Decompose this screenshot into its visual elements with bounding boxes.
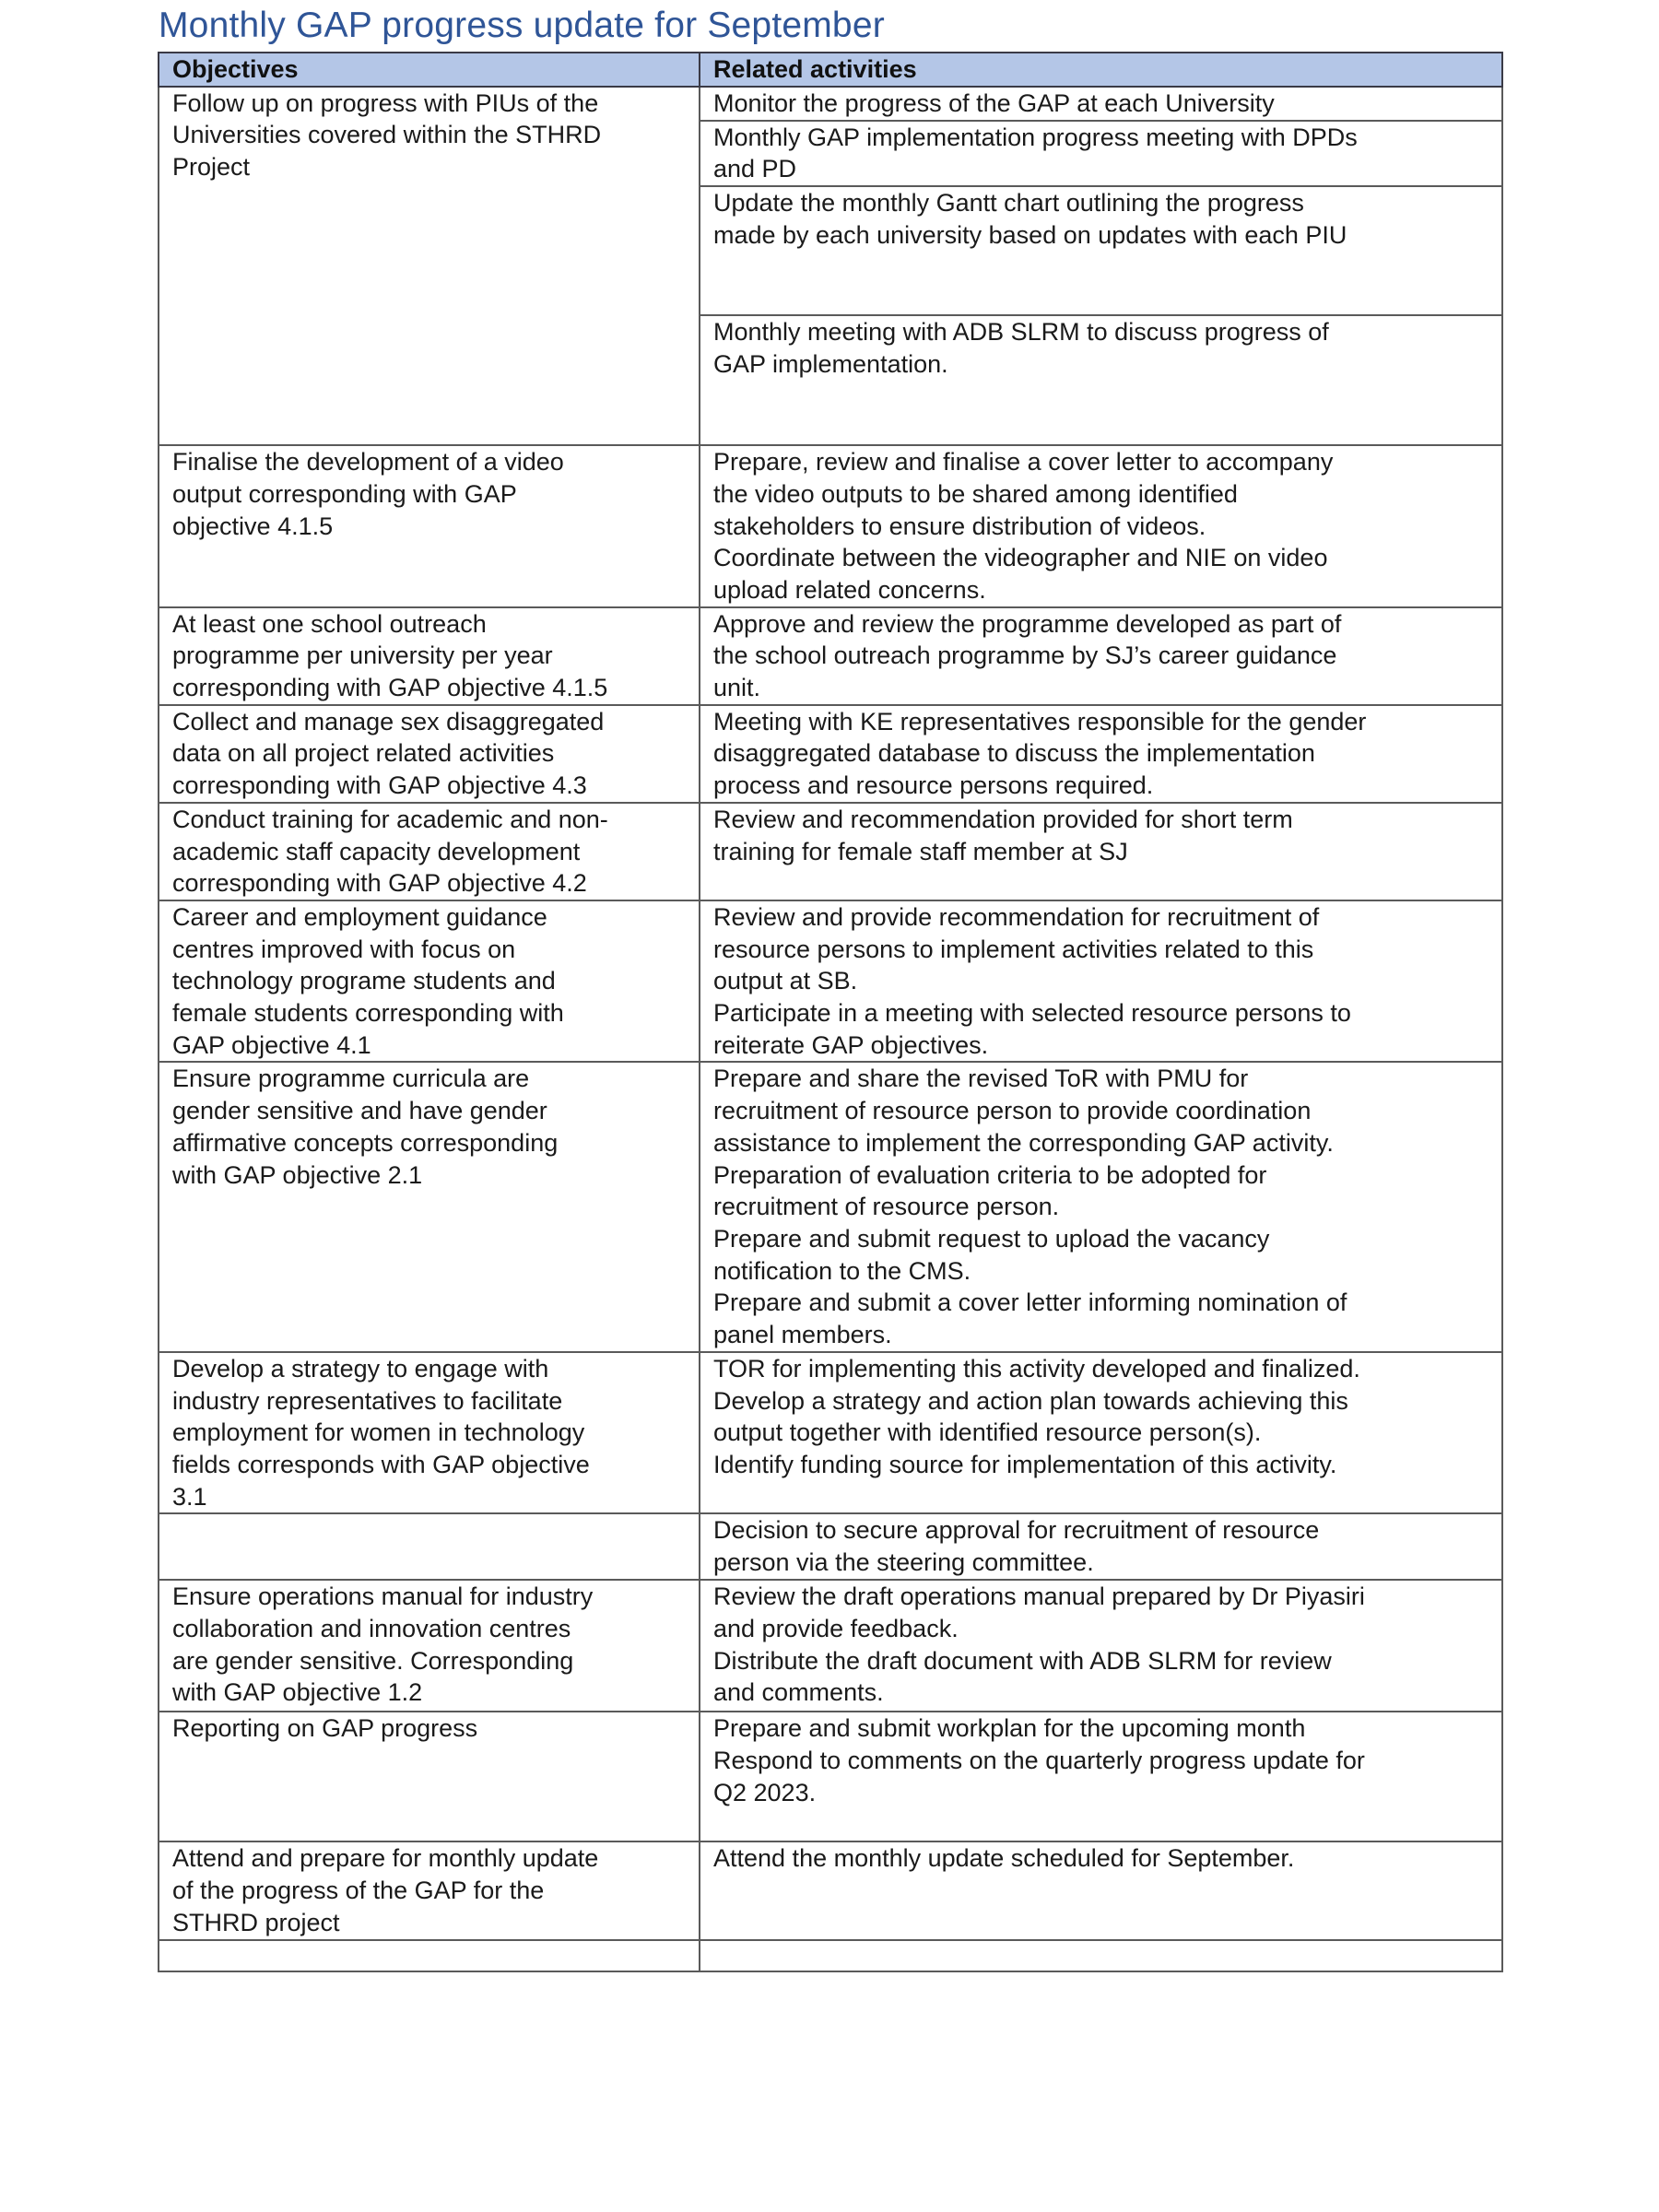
- column-header-objectives: Objectives: [159, 53, 700, 87]
- objective-line: GAP objective 4.1: [172, 1030, 371, 1059]
- table-row: [159, 705, 1502, 803]
- objective-line: gender sensitive and have gender: [172, 1097, 547, 1125]
- activity-line: made by each university based on updates with each PIU: [713, 220, 1347, 249]
- objective-line: Ensure programme curricula are: [172, 1065, 530, 1093]
- activity-line: Develop a strategy and action plan towards achieving this: [713, 1386, 1348, 1415]
- objective-cell: [159, 607, 700, 705]
- activity-line: Respond to comments on the quarterly progress update for: [713, 1747, 1365, 1775]
- activity-line: GAP implementation.: [713, 349, 948, 378]
- objective-cell: [159, 87, 700, 445]
- objective-line: affirmative concepts corresponding: [172, 1128, 559, 1157]
- objective-cell: [159, 445, 700, 607]
- activity-line: disaggregated database to discuss the implementation: [713, 739, 1315, 768]
- objective-line: employment for women in technology: [172, 1418, 585, 1447]
- objective-line: STHRD project: [172, 1908, 340, 1936]
- activity-line: recruitment of resource person.: [713, 1193, 1060, 1221]
- activity-line: training for female staff member at SJ: [713, 837, 1128, 865]
- activity-cell: [700, 1841, 1502, 1940]
- page-title: Monthly GAP progress update for September: [159, 6, 885, 45]
- activity-line: Prepare and share the revised ToR with PMU for: [713, 1065, 1249, 1093]
- activity-line: output at SB.: [713, 967, 858, 995]
- activity-line: Update the monthly Gantt chart outlining the progress: [713, 189, 1304, 218]
- objective-line: data on all project related activities: [172, 739, 555, 768]
- objective-cell: [159, 1352, 700, 1514]
- objective-cell: [159, 1841, 700, 1940]
- objective-line: Career and employment guidance: [172, 902, 547, 931]
- objective-line: Ensure operations manual for industry: [172, 1583, 594, 1611]
- objective-cell-empty: [159, 1513, 700, 1580]
- activity-line: the video outputs to be shared among identified: [713, 479, 1238, 508]
- activity-cell-empty: [700, 1940, 1502, 1971]
- activity-line: Monitor the progress of the GAP at each University: [713, 88, 1275, 117]
- objective-line: fields corresponds with GAP objective: [172, 1450, 590, 1478]
- objective-line: technology programe students and: [172, 967, 556, 995]
- activity-cell: [700, 1062, 1502, 1351]
- objective-cell: [159, 1712, 700, 1841]
- activity-line: Monthly meeting with ADB SLRM to discuss progress of: [713, 318, 1329, 347]
- activity-line: and comments.: [713, 1678, 884, 1707]
- objective-line: female students corresponding with: [172, 999, 564, 1028]
- objective-line: Finalise the development of a video: [172, 448, 564, 477]
- objective-line: Reporting on GAP progress: [172, 1714, 478, 1743]
- activity-line: Coordinate between the videographer and NIE on video: [713, 544, 1328, 572]
- objective-line: Follow up on progress with PIUs of the: [172, 88, 599, 117]
- activity-cell: [700, 607, 1502, 705]
- objective-line: with GAP objective 1.2: [172, 1678, 423, 1707]
- activity-line: Review the draft operations manual prepared by Dr Piyasiri: [713, 1583, 1365, 1611]
- objective-line: with GAP objective 2.1: [172, 1160, 423, 1189]
- activity-line: Meeting with KE representatives responsible for the gender: [713, 707, 1367, 735]
- activity-cell: [700, 1580, 1502, 1712]
- activity-cell: [700, 121, 1502, 186]
- objective-line: of the progress of the GAP for the: [172, 1877, 545, 1905]
- objective-line: centres improved with focus on: [172, 935, 516, 963]
- activity-line: Preparation of evaluation criteria to be adopted for: [713, 1160, 1267, 1189]
- objective-line: corresponding with GAP objective 4.2: [172, 869, 587, 898]
- activity-line: notification to the CMS.: [713, 1256, 971, 1285]
- table-row: [159, 803, 1502, 900]
- activity-cell: [700, 900, 1502, 1063]
- activity-line: Distribute the draft document with ADB SLRM for review: [713, 1646, 1332, 1675]
- activity-cell: [700, 705, 1502, 803]
- objective-line: collaboration and innovation centres: [172, 1615, 571, 1643]
- activity-cell: [700, 87, 1502, 121]
- table-row: [159, 87, 1502, 121]
- objective-line: programme per university per year: [172, 641, 553, 670]
- activity-line: Attend the monthly update scheduled for September.: [713, 1844, 1295, 1873]
- table-row: [159, 1062, 1502, 1351]
- activity-line: panel members.: [713, 1321, 892, 1349]
- objective-line: Collect and manage sex disaggregated: [172, 707, 605, 735]
- objective-line: 3.1: [172, 1482, 207, 1511]
- activity-line: TOR for implementing this activity developed and finalized.: [713, 1354, 1360, 1382]
- table-row: [159, 900, 1502, 1063]
- activity-line: unit.: [713, 674, 761, 702]
- objective-line: Attend and prepare for monthly update: [172, 1844, 599, 1873]
- activity-line: Prepare, review and finalise a cover letter to accompany: [713, 448, 1334, 477]
- activity-line: Review and recommendation provided for short term: [713, 805, 1293, 833]
- objective-line: objective 4.1.5: [172, 512, 334, 540]
- activity-line: assistance to implement the corresponding GAP activity.: [713, 1128, 1334, 1157]
- activity-line: process and resource persons required.: [713, 771, 1154, 800]
- table-row: [159, 1580, 1502, 1712]
- activity-line: Q2 2023.: [713, 1778, 817, 1806]
- activity-cell: [700, 186, 1502, 315]
- activity-line: Prepare and submit request to upload the vacancy: [713, 1224, 1270, 1253]
- table-row: [159, 1712, 1502, 1841]
- column-header-activities: Related activities: [700, 53, 1502, 87]
- activity-line: the school outreach programme by SJ’s career guidance: [713, 641, 1337, 670]
- objective-line: Develop a strategy to engage with: [172, 1354, 549, 1382]
- activity-cell: [700, 1712, 1502, 1841]
- objective-line: are gender sensitive. Corresponding: [172, 1646, 574, 1675]
- table-row: [159, 607, 1502, 705]
- activity-cell: [700, 315, 1502, 445]
- activity-line: Participate in a meeting with selected resource persons to: [713, 999, 1351, 1028]
- objective-cell: [159, 705, 700, 803]
- objective-line: Universities covered within the STHRD: [172, 121, 602, 149]
- objective-cell: [159, 1062, 700, 1351]
- table-row-empty: [159, 1940, 1502, 1971]
- activity-line: Decision to secure approval for recruitment of resource: [713, 1516, 1320, 1545]
- objective-cell: [159, 1580, 700, 1712]
- activity-cell: [700, 445, 1502, 607]
- objective-line: Conduct training for academic and non-: [172, 805, 608, 833]
- gap-progress-table: [158, 52, 1503, 1972]
- objective-line: Project: [172, 153, 251, 182]
- activity-cell: [700, 1513, 1502, 1580]
- activity-line: and PD: [713, 155, 797, 183]
- table-row: [159, 1513, 1502, 1580]
- activity-line: Prepare and submit workplan for the upcoming month: [713, 1714, 1306, 1743]
- activity-line: and provide feedback.: [713, 1615, 959, 1643]
- activity-line: output together with identified resource person(s).: [713, 1418, 1262, 1447]
- objective-cell: [159, 803, 700, 900]
- table-row: [159, 1841, 1502, 1940]
- objective-line: At least one school outreach: [172, 609, 487, 638]
- objective-line: industry representatives to facilitate: [172, 1386, 563, 1415]
- table-row: [159, 445, 1502, 607]
- activity-line: reiterate GAP objectives.: [713, 1030, 989, 1059]
- activity-line: Prepare and submit a cover letter informing nomination of: [713, 1288, 1347, 1317]
- activity-line: recruitment of resource person to provide coordination: [713, 1097, 1312, 1125]
- objective-line: output corresponding with GAP: [172, 479, 517, 508]
- activity-line: person via the steering committee.: [713, 1548, 1094, 1577]
- activity-line: resource persons to implement activities related to this: [713, 935, 1314, 963]
- activity-cell: [700, 1352, 1502, 1514]
- activity-cell: [700, 803, 1502, 900]
- objective-line: corresponding with GAP objective 4.1.5: [172, 674, 608, 702]
- objective-cell-empty: [159, 1940, 700, 1971]
- activity-line: Monthly GAP implementation progress meeting with DPDs: [713, 123, 1358, 151]
- table-header-row: [159, 53, 1502, 87]
- activity-line: Review and provide recommendation for recruitment of: [713, 902, 1320, 931]
- activity-line: upload related concerns.: [713, 575, 986, 604]
- objective-line: academic staff capacity development: [172, 837, 581, 865]
- activity-line: Identify funding source for implementation of this activity.: [713, 1450, 1337, 1478]
- activity-line: Approve and review the programme developed as part of: [713, 609, 1342, 638]
- table-row: [159, 1352, 1502, 1514]
- objective-cell: [159, 900, 700, 1063]
- objective-line: corresponding with GAP objective 4.3: [172, 771, 587, 800]
- activity-line: stakeholders to ensure distribution of videos.: [713, 512, 1206, 540]
